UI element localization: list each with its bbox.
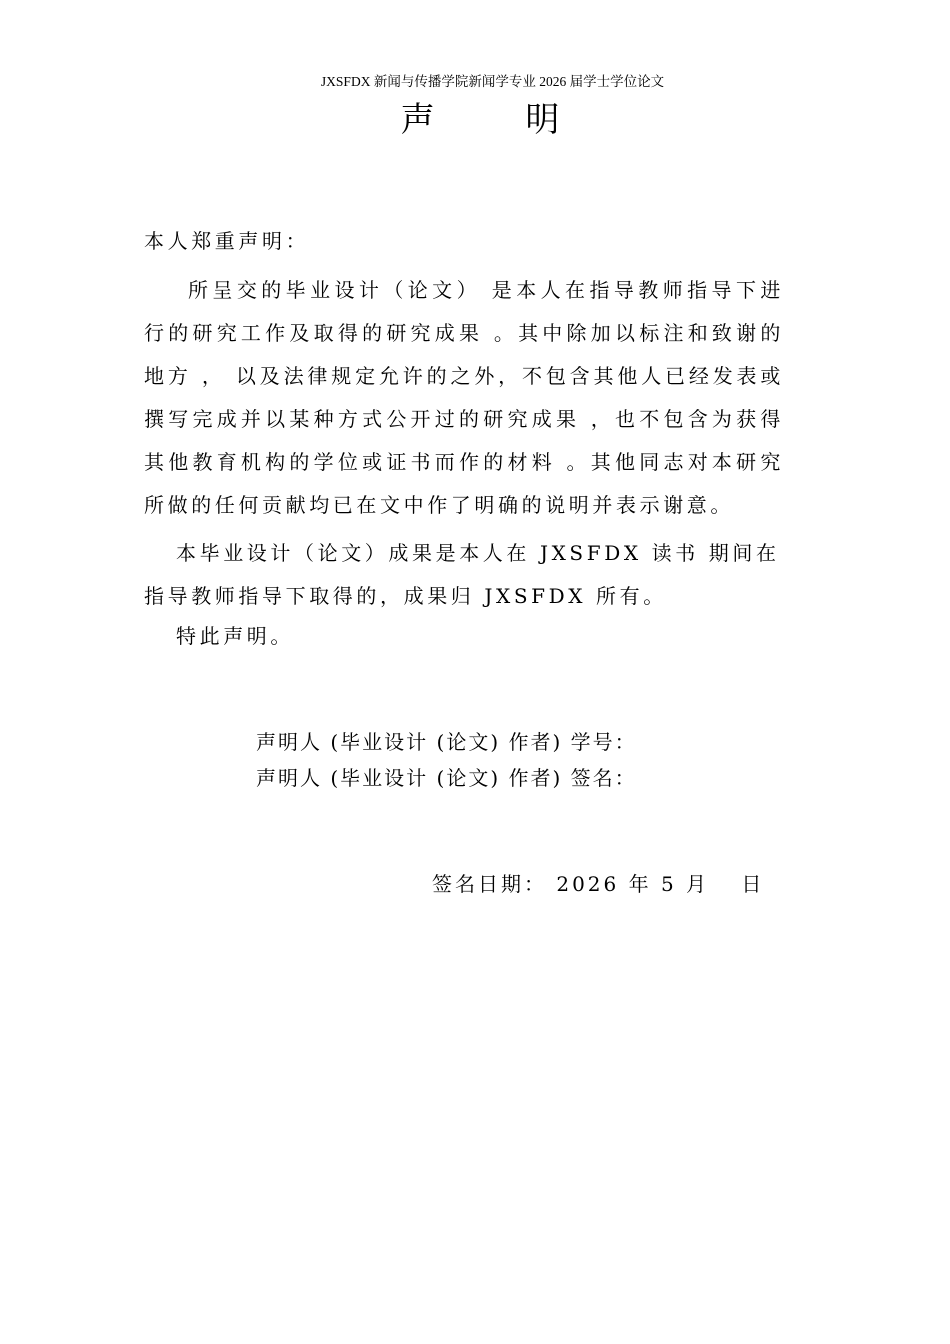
declaration-closing: 特此声明。	[176, 624, 294, 648]
declarant-signature-label: 声明人 (毕业设计 (论文) 作者) 签名：	[256, 766, 637, 790]
signature-date: 签名日期： 2026 年 5 月 日	[432, 872, 765, 896]
declarant-student-id-label: 声明人 (毕业设计 (论文) 作者) 学号：	[256, 730, 637, 754]
running-header: JXSFDX 新闻与传播学院新闻学专业 2026 届学士学位论文	[320, 74, 665, 89]
declaration-opening: 本人郑重声明：	[144, 229, 310, 253]
declaration-paragraph-originality: 所呈交的毕业设计（论文） 是本人在指导教师指导下进行的研究工作及取得的研究成果 。其中除加以标注和致谢的地方 ， 以及法律规定允许的之外，不包含其他人已经发表或撰写完成并以某种方式公开过的研究成果 ，也不包含为获得其他教育机构的学位或证书而作的材料 。其他同志对本研究所做的任何贡献均已在文中作了明确的说明并表示谢意。	[144, 278, 784, 517]
page-title: 声 明	[400, 100, 600, 140]
declaration-paragraph-ownership: 本毕业设计（论文）成果是本人在 JXSFDX 读书 期间在指导教师指导下取得的，成果归 JXSFDX 所有。	[144, 541, 780, 608]
